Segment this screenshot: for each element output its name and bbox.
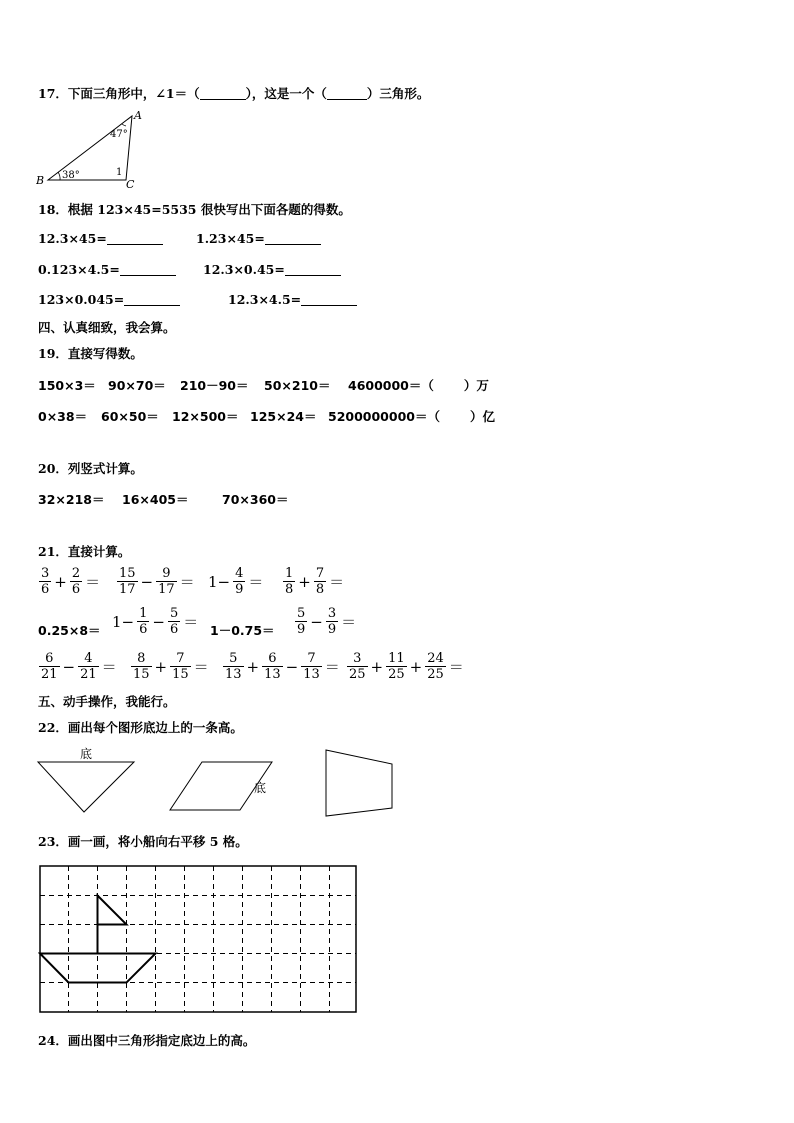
q17-number: 17． xyxy=(38,86,68,101)
fraction: $\frac{3}{25}$ xyxy=(349,651,366,682)
q17-angle-1: 1 xyxy=(116,167,123,178)
q18-item-4 xyxy=(203,262,341,277)
q19-row-2-item-4: 125×24＝ xyxy=(250,409,317,424)
q24-prompt: 画出图中三角形指定底边上的高。 xyxy=(67,1033,256,1048)
q21-row-3-expr-3: $\frac{5}{13}$ + $\frac{6}{13}$ − $\frac{7}{13}$ ＝ xyxy=(225,651,340,682)
fraction: $\frac{4}{9}$ xyxy=(235,566,244,597)
q19-prompt: 直接写得数。 xyxy=(67,346,143,361)
q20-text xyxy=(38,459,143,477)
q21-prompt: 直接计算。 xyxy=(67,544,131,559)
q22-text xyxy=(38,718,243,736)
q24-number: 24． xyxy=(38,1033,68,1048)
q21-row-3-expr-1: $\frac{6}{21}$ − $\frac{4}{21}$ ＝ xyxy=(41,651,117,682)
q17-text xyxy=(38,84,429,102)
q19-row-1-item-1: 150×3＝ xyxy=(38,378,96,393)
q19-row-1-item-2: 90×70＝ xyxy=(108,378,166,393)
q21-row-2-expr-3: 1－0.75＝ xyxy=(210,623,275,638)
q19-row-1-item-5-text: 4600000＝（ xyxy=(348,378,434,393)
q18-answer-3[interactable] xyxy=(120,263,176,276)
q18-text xyxy=(38,200,351,218)
fraction: $\frac{2}{6}$ xyxy=(71,566,81,597)
q19-number: 19． xyxy=(38,346,68,361)
fraction: $\frac{5}{6}$ xyxy=(169,606,179,637)
fraction: $\frac{15}{17}$ xyxy=(119,566,136,597)
q24-text xyxy=(38,1031,255,1049)
q19-row-1-item-4: 50×210＝ xyxy=(264,378,331,393)
fraction: $\frac{1}{6}$ xyxy=(139,606,148,637)
q18-answer-4[interactable] xyxy=(285,263,341,276)
fraction: $\frac{1}{8}$ xyxy=(285,566,294,597)
q23-number: 23． xyxy=(38,834,68,849)
q17-label-c: C xyxy=(126,178,135,188)
q21-text xyxy=(38,542,130,560)
q22-number: 22． xyxy=(38,720,68,735)
q19-row-2-item-3: 12×500＝ xyxy=(172,409,239,424)
q19-row-1-item-5 xyxy=(348,376,489,394)
q17-text-a: 下面三角形中，∠1＝（ xyxy=(67,86,200,101)
q21-row-3-expr-4: $\frac{3}{25}$ + $\frac{11}{25}$ + $\frac{24}{25}$ ＝ xyxy=(349,651,464,682)
q19-row-2-unit: ）亿 xyxy=(469,409,495,424)
q19-row-2-item-5-text: 5200000000＝（ xyxy=(328,409,440,424)
q21-row-1-expr-4: $\frac{1}{8}$ + $\frac{7}{8}$ ＝ xyxy=(285,566,345,597)
q20-number: 20． xyxy=(38,461,68,476)
fraction: $\frac{9}{17}$ xyxy=(158,566,175,597)
q17-angle-b: 38° xyxy=(62,170,80,181)
q18-item-3 xyxy=(38,262,176,277)
q17-triangle-figure xyxy=(36,108,146,188)
q22-base-label-1: 底 xyxy=(80,747,93,761)
q21-row-2-expr-2: 1− $\frac{1}{6}$ − $\frac{5}{6}$ ＝ xyxy=(112,606,199,637)
q20-prompt: 列竖式计算。 xyxy=(67,461,143,476)
q21-row-3-expr-2: $\frac{8}{15}$ + $\frac{7}{15}$ ＝ xyxy=(133,651,209,682)
q22-base-label-2: 底 xyxy=(254,781,267,795)
q18-item-5 xyxy=(38,292,180,307)
section-5-heading: 五、动手操作，我能行。 xyxy=(38,694,176,709)
q17-text-b: ），这是一个（ xyxy=(245,86,327,101)
q21-number: 21． xyxy=(38,544,68,559)
q22-inverted-triangle xyxy=(38,762,134,812)
q18-answer-1[interactable] xyxy=(107,232,163,245)
q18-number: 18． xyxy=(38,202,68,217)
q19-row-2-item-2: 60×50＝ xyxy=(101,409,159,424)
q20-item-2: 16×405＝ xyxy=(122,492,189,507)
q18-item-6-text: 12.3×4.5= xyxy=(228,292,302,307)
q19-row-1-unit: ）万 xyxy=(463,378,489,393)
q17-blank-2[interactable] xyxy=(327,87,367,100)
fraction: $\frac{5}{13}$ xyxy=(225,651,242,682)
q23-prompt: 画一画，将小船向右平移 5 格。 xyxy=(67,834,248,849)
q19-text xyxy=(38,344,143,362)
fraction: $\frac{3}{6}$ xyxy=(41,566,50,597)
fraction: $\frac{4}{21}$ xyxy=(80,651,97,682)
fraction: $\frac{3}{9}$ xyxy=(327,606,337,637)
q23-grid-figure xyxy=(38,864,362,1016)
q18-item-1-text: 12.3×45= xyxy=(38,231,107,246)
q18-answer-2[interactable] xyxy=(265,232,321,245)
q21-row-1-expr-3: 1− $\frac{4}{9}$ ＝ xyxy=(208,566,264,597)
q23-text xyxy=(38,832,248,850)
q17-label-b: B xyxy=(36,174,45,187)
fraction: $\frac{7}{13}$ xyxy=(303,651,320,682)
q20-item-3: 70×360＝ xyxy=(222,492,289,507)
q18-answer-5[interactable] xyxy=(124,293,180,306)
q18-item-6 xyxy=(228,292,357,307)
fraction: $\frac{8}{15}$ xyxy=(133,651,150,682)
q17-label-a: A xyxy=(134,109,142,122)
fraction: $\frac{7}{15}$ xyxy=(172,651,189,682)
q18-item-2 xyxy=(196,231,321,246)
q18-prompt: 根据 123×45=5535 很快写出下面各题的得数。 xyxy=(67,202,351,217)
q19-row-2-item-5 xyxy=(328,407,495,425)
section-4-heading: 四、认真细致，我会算。 xyxy=(38,320,176,335)
fraction: $\frac{5}{9}$ xyxy=(297,606,306,637)
q22-trapezoid xyxy=(326,750,392,816)
q21-row-1-expr-2: $\frac{15}{17}$ − $\frac{9}{17}$ ＝ xyxy=(119,566,195,597)
q19-row-2-item-1: 0×38＝ xyxy=(38,409,88,424)
q18-item-5-text: 123×0.045= xyxy=(38,292,125,307)
fraction: $\frac{6}{13}$ xyxy=(264,651,281,682)
q18-item-1 xyxy=(38,231,163,246)
q20-item-1: 32×218＝ xyxy=(38,492,105,507)
fraction: $\frac{24}{25}$ xyxy=(427,651,444,682)
fraction: $\frac{6}{21}$ xyxy=(41,651,58,682)
q17-text-c: ）三角形。 xyxy=(366,86,430,101)
q22-shapes-figure xyxy=(34,742,404,822)
q18-answer-6[interactable] xyxy=(301,293,357,306)
q21-row-2-expr-1: 0.25×8＝ xyxy=(38,623,101,638)
q17-angle-a: 47° xyxy=(110,129,128,140)
q18-item-4-text: 12.3×0.45= xyxy=(203,262,285,277)
fraction: $\frac{7}{8}$ xyxy=(315,566,325,597)
fraction: $\frac{11}{25}$ xyxy=(388,651,405,682)
q22-prompt: 画出每个图形底边上的一条高。 xyxy=(67,720,243,735)
q17-blank-1[interactable] xyxy=(200,87,246,100)
q18-item-3-text: 0.123×4.5= xyxy=(38,262,120,277)
q21-row-1-expr-1: $\frac{3}{6}$ + $\frac{2}{6}$ ＝ xyxy=(41,566,101,597)
q18-item-2-text: 1.23×45= xyxy=(196,231,265,246)
q19-row-1-item-3: 210－90＝ xyxy=(180,378,249,393)
q21-row-2-expr-4: $\frac{5}{9}$ − $\frac{3}{9}$ ＝ xyxy=(297,606,357,637)
